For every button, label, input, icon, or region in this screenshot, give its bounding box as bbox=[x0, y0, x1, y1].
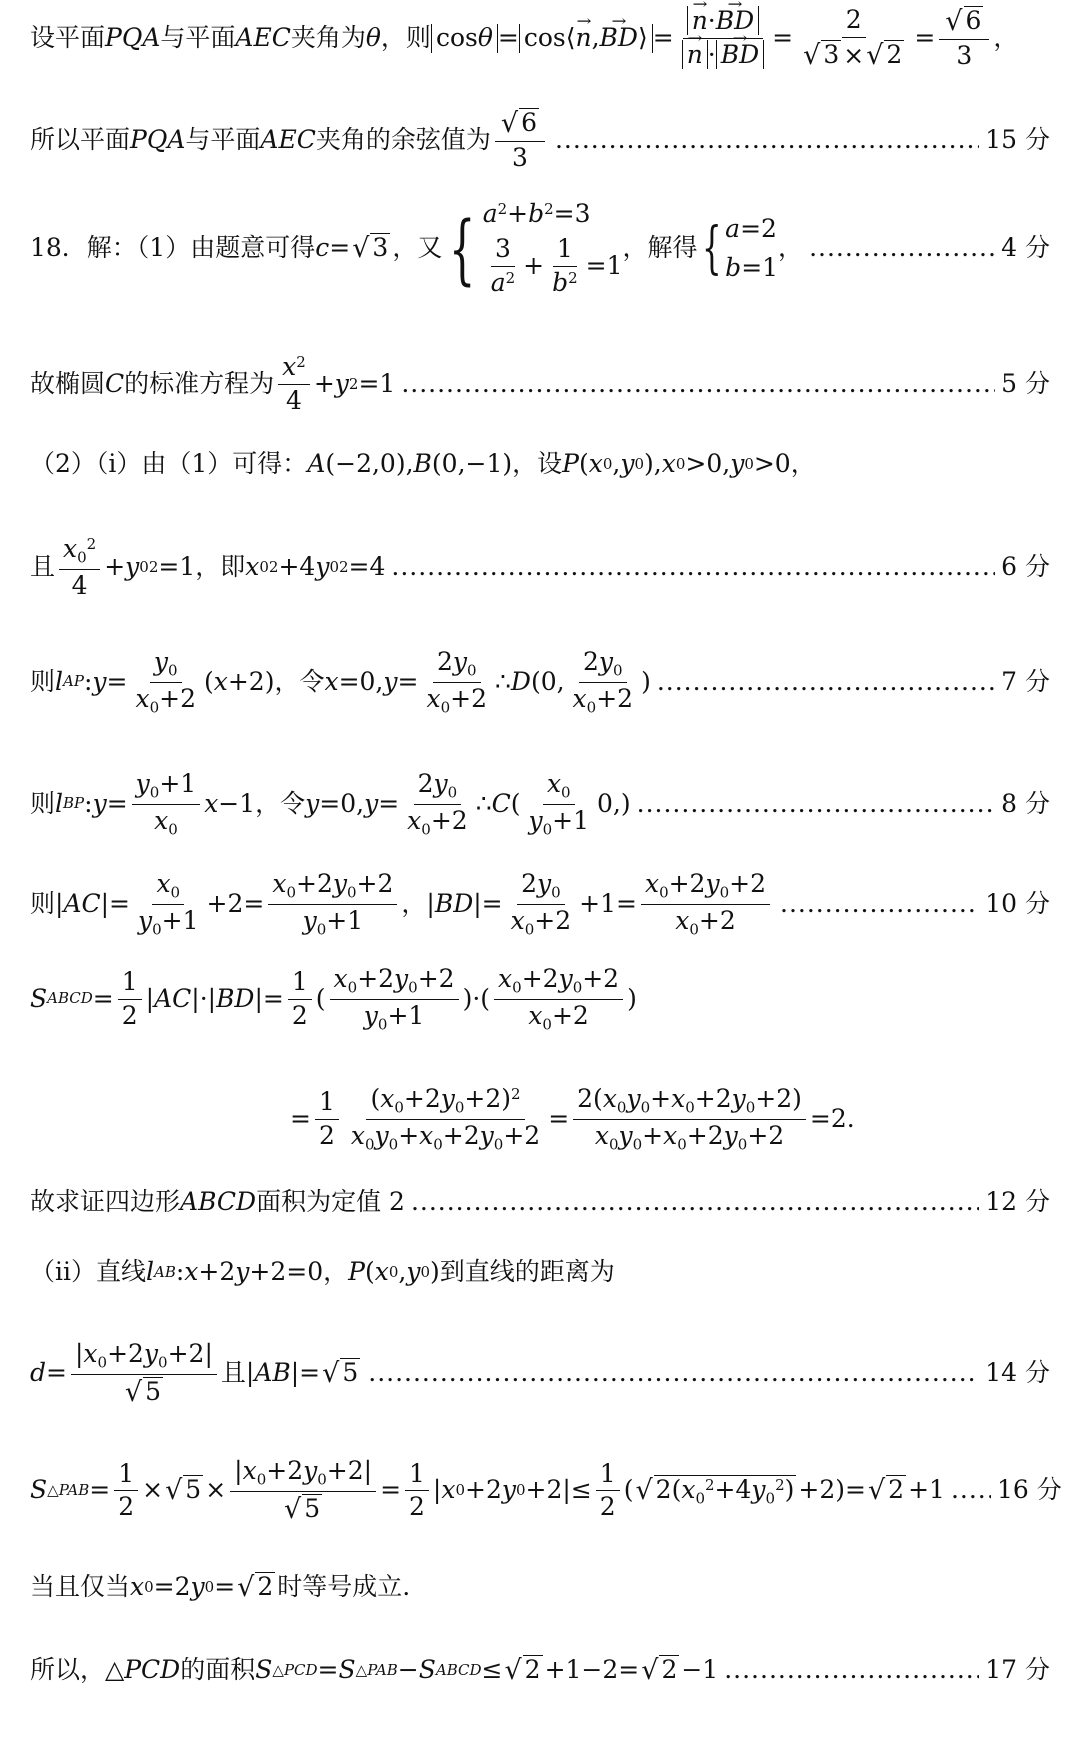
line-13: （ii）直线 l AB : x +2 y +2=0， P ( x 0 , y 0 )到直线的距离为 bbox=[30, 1257, 615, 1286]
leader-dots bbox=[391, 553, 995, 582]
line-14: d = $|x_0+2y_0+2|$ √ 5 且| AB |= √ 5 ..... 14 分 bbox=[30, 1340, 1050, 1408]
line-7: 则 l AP : y = $\frac{y_0}{x_0+2}$ ( x +2)，令 x =0, y = $\frac{2y_0}{x_0+2}$ ∴ D (0, $\frac{2y_0}{x_0+2}$ ) ..... 7 分 bbox=[30, 648, 1050, 716]
leader-dots bbox=[657, 668, 995, 697]
line-15: S △PAB = $\frac{1}{2}$ × √ 5 × $|x_0+2y_0+2|$ √ 5 = $\frac{1}{2}$ | x 0 +2 y 0 +2|≤ $\frac{1}{2}$ ( √ $2(x_0^2+4y_0^2)$ +2)= √ 2 +1 ..... 16 分 bbox=[30, 1457, 1050, 1525]
line-2: 所以平面 PQA 与平面 AEC 夹角的余弦值为 √ 6 3 ..... 15 分 bbox=[30, 108, 1050, 173]
score-label: 14 分 bbox=[985, 1358, 1050, 1388]
line-8: 则 l BP : y = $\frac{y_0+1}{x_0}$ x −1，令 y =0, y = $\frac{2y_0}{x_0+2}$ ∴ C ( $\frac{x_0}{y_0+1}$ 0,) ..... 8 分 bbox=[30, 770, 1050, 838]
score-label: 7 分 bbox=[1001, 666, 1050, 696]
line-1: 设平面 PQA 与平面 AEC 夹角为 θ ，则 cosθ = cos⟨→ n,→ BD⟩ = → n·→ BD → n ·→ BD = 2 √ 3 × √ 2 = √ 6 3 ， bbox=[30, 6, 1050, 71]
line-9: 则| AC |= $\frac{x_0}{y_0+1}$ +2= $\frac{x_0+2y_0+2}{y_0+1}$ ，| BD |= $\frac{2y_0}{x_0+2}$ +1= $\frac{x_0+2y_0+2}{x_0+2}$ ..... 10 分 bbox=[30, 870, 1050, 938]
leader-dots bbox=[368, 1359, 979, 1388]
leader-dots bbox=[951, 1476, 991, 1505]
line-4: 故椭圆 C 的标准方程为 $\frac{x^2}{4}$ + y 2 =1 ..... 5 分 bbox=[30, 353, 1050, 416]
line-6: 且 $\frac{x_0^2}{4}$ + y 0 2 =1，即 x 0 2 +4 y 0 2 =4 ..... 6 分 bbox=[30, 535, 1050, 600]
score-label: 15 分 bbox=[985, 125, 1050, 155]
leader-dots bbox=[780, 890, 979, 919]
score-label: 5 分 bbox=[1001, 368, 1050, 398]
leader-dots bbox=[555, 126, 979, 155]
line-12: 故求证四边形 ABCD 面积为定值 2 ..... 12 分 bbox=[30, 1188, 1050, 1217]
leader-dots bbox=[411, 1188, 979, 1217]
leader-dots bbox=[637, 790, 996, 819]
leader-dots bbox=[724, 1656, 979, 1685]
line-11: = $\frac{1}{2}$ $\frac{(x_0+2y_0+2)^2}{x_0y_0+x_0+2y_0+2}$ = $\frac{2(x_0y_0+x_0+2y_0+2)}{x_0y_0+x_0+2y_0+2}$ =2. bbox=[290, 1084, 855, 1153]
score-label: 6 分 bbox=[1001, 552, 1050, 582]
line-17: 所以，△ PCD 的面积 S △PCD = S △PAB − S ABCD ≤ √ 2 +1−2= √ 2 −1 ..... 17 分 bbox=[30, 1655, 1050, 1686]
line-10: S ABCD = $\frac{1}{2}$ | AC |·| BD |= $\frac{1}{2}$ ( $\frac{x_0+2y_0+2}{y_0+1}$ )·( $\frac{x_0+2y_0+2}{x_0+2}$ ) bbox=[30, 964, 637, 1033]
line-16: 当且仅当 x 0 =2 y 0 = √ 2 时等号成立. bbox=[30, 1572, 411, 1603]
line-3: 18．解：（1）由题意可得 c = √ 3 ，又 { $a^2+b^2=3$ $\frac{3}{a^2}$ + $\frac{1}{b^2}$ =1 ，解得 { a=2 b=1 ， ..... 4 分 bbox=[30, 200, 1050, 297]
score-label: 12 分 bbox=[985, 1187, 1050, 1216]
score-label: 4 分 bbox=[1001, 233, 1050, 263]
score-label: 17 分 bbox=[985, 1655, 1050, 1685]
score-label: 10 分 bbox=[985, 888, 1050, 918]
leader-dots bbox=[809, 234, 995, 263]
line-5: （2）（i）由（1）可得： A (−2,0), B (0,−1)，设 P ( x 0 , y 0 ), x 0 >0, y 0 >0， bbox=[30, 449, 816, 478]
score-label: 8 分 bbox=[1001, 788, 1050, 818]
leader-dots bbox=[401, 370, 995, 399]
score-label: 16 分 bbox=[996, 1475, 1062, 1505]
